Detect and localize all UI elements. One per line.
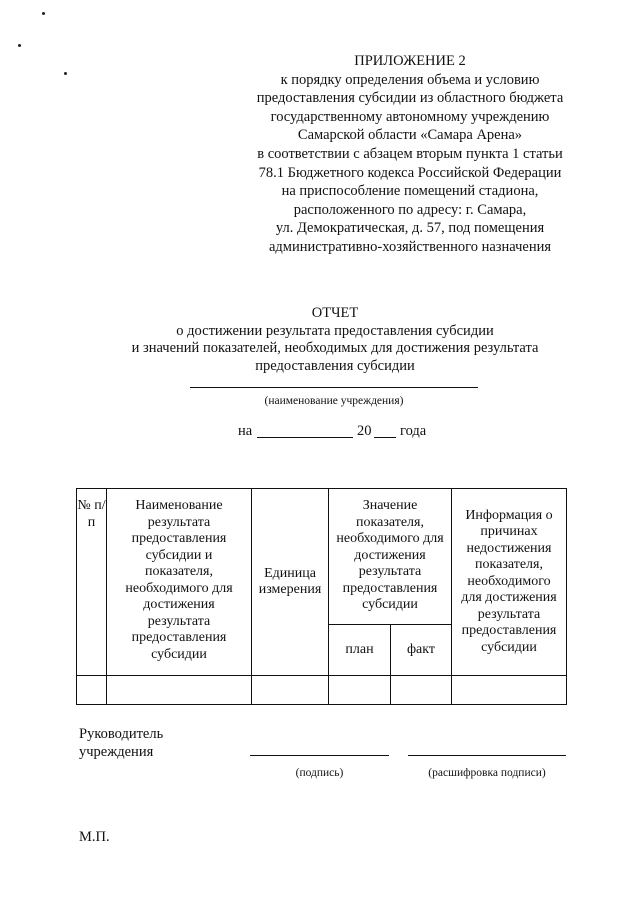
appendix-line: 78.1 Бюджетного кодекса Российской Федерации (258, 164, 562, 181)
table-cell[interactable] (252, 676, 329, 705)
table-row (77, 676, 567, 705)
report-title: ОТЧЕТ (311, 305, 359, 321)
appendix-line: расположенного по адресу: г. Самара, (293, 201, 527, 218)
appendix-line: на приспособление помещений стадиона, (281, 183, 539, 200)
header-cell-fact: факт (391, 625, 452, 676)
appendix-line: к порядку определения объема и условию (280, 71, 540, 88)
signature-caption: (подпись) (295, 767, 344, 779)
appendix-line: государственному автономному учреждению (270, 108, 550, 125)
appendix-line: предоставления субсидии из областного бюджета (256, 90, 564, 107)
institution-caption: (наименование учреждения) (264, 395, 404, 407)
date-year-prefix: 20 (357, 423, 372, 439)
stamp-place: М.П. (79, 829, 110, 845)
appendix-line: ул. Демократическая, д. 57, под помещения (275, 220, 545, 237)
head-label-line2: учреждения (79, 744, 154, 760)
signature-decode-caption: (расшифровка подписи) (428, 767, 546, 779)
appendix-line: административно-хозяйственного назначения (268, 238, 552, 255)
date-suffix: года (400, 423, 427, 439)
institution-name-line (190, 387, 478, 388)
appendix-title: ПРИЛОЖЕНИЕ 2 (354, 53, 466, 69)
date-year-line (374, 437, 396, 438)
head-label-line1: Руководитель (79, 726, 164, 742)
table-cell[interactable] (452, 676, 567, 705)
header-cell-plan: план (329, 625, 391, 676)
appendix-line: в соответствии с абзацем вторым пункта 1 статьи (257, 145, 563, 162)
table-cell[interactable] (77, 676, 107, 705)
report-subtitle-line: предоставления субсидии (255, 357, 415, 374)
table-cell[interactable] (329, 676, 391, 705)
date-day-month-line (257, 437, 353, 438)
scan-speck (64, 72, 67, 75)
report-subtitle-line: о достижении результата предоставления субсидии (176, 322, 494, 339)
header-cell-unit: Единица измерения (252, 489, 329, 676)
signature-line (250, 755, 389, 756)
report-subtitle-line: и значений показателей, необходимых для достижения результата (131, 340, 539, 356)
table-cell[interactable] (391, 676, 452, 705)
table-cell[interactable] (107, 676, 252, 705)
header-cell-number: № п/п (77, 489, 107, 676)
report-heading (0, 305, 640, 375)
signature-decode-line (408, 755, 566, 756)
header-cell-info: Информация о причинах недостижения показателя, необходимого для достижения результата предоставления субсидии (452, 489, 567, 676)
scan-speck (18, 44, 21, 47)
header-cell-value: Значение показателя, необходимого для достижения результата предоставления субсидии (329, 489, 452, 625)
appendix-header (220, 52, 600, 257)
scan-speck (42, 12, 45, 15)
appendix-line: Самарской области «Самара Арена» (297, 127, 523, 144)
date-prefix: на (238, 423, 253, 439)
header-cell-name: Наименование результата предоставления субсидии и показателя, необходимого для достижения результата предоставления субсидии (107, 489, 252, 676)
report-table (76, 488, 567, 705)
